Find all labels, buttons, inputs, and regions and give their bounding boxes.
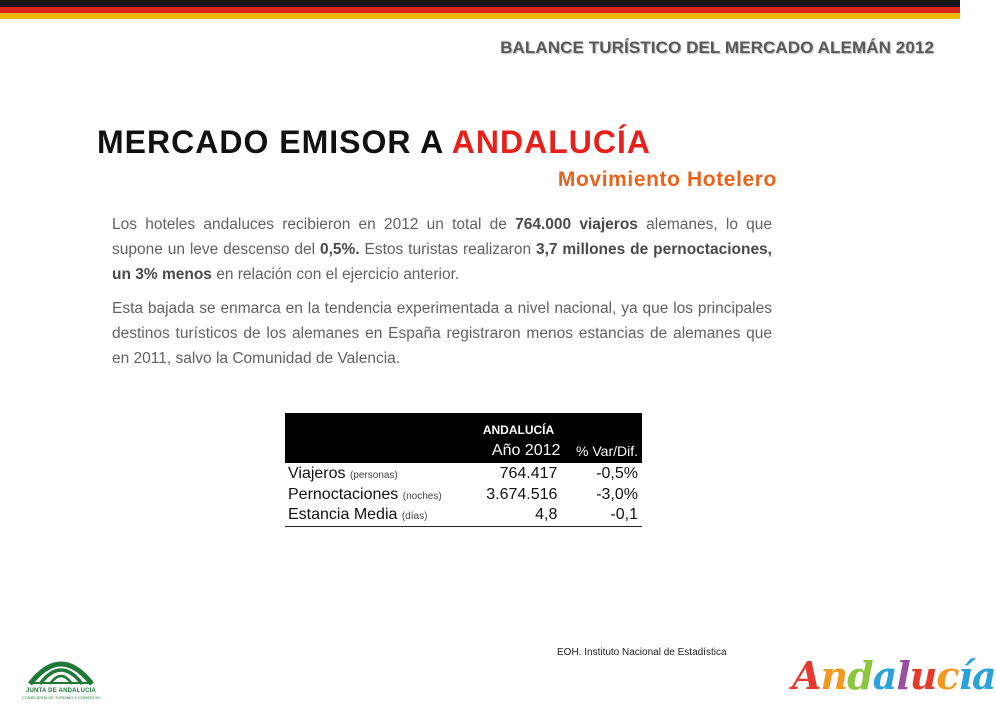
table-row <box>285 505 642 526</box>
andalucia-logo-letter: c <box>936 653 959 698</box>
statistics-table <box>285 413 642 527</box>
row-change: -0,5% <box>596 464 638 482</box>
p1-text-3: Estos turistas realizaron <box>359 241 536 258</box>
row-unit: (noches) <box>402 490 442 502</box>
row-label <box>285 505 472 526</box>
row-change: -0,1 <box>563 505 642 526</box>
p1-text-1: Los hoteles andaluces recibieron en 2012 un total de <box>112 216 516 233</box>
row-unit: (personas) <box>349 469 398 481</box>
junta-logo-text <box>16 688 106 700</box>
andalucia-logo-letter: l <box>896 653 910 698</box>
report-header-title: BALANCE TURÍSTICO DEL MERCADO ALEMÁN 2012 <box>500 38 934 57</box>
row-label <box>285 463 472 484</box>
table-header-blank <box>285 439 472 463</box>
andalucia-logo-letter: A <box>792 653 821 698</box>
p1-bold-3: 3,7 millones de pernoctaciones, un 3% menos <box>112 241 772 283</box>
german-flag-stripe <box>0 0 960 19</box>
row-label-text: Estancia Media <box>288 506 398 524</box>
table-region-row <box>285 413 642 439</box>
andalucia-logo-letter: u <box>909 653 937 698</box>
row-value: 4,8 <box>472 505 564 526</box>
table-header-variation: % Var/Dif. <box>576 443 638 459</box>
table-column-header-row <box>285 439 642 463</box>
table-row <box>285 484 642 505</box>
junta-logo-line1: JUNTA DE ANDALUCIA <box>25 688 97 694</box>
junta-logo-line2: CONSEJERÍA DE TURISMO Y COMERCIO <box>21 695 101 700</box>
row-label-text: Viajeros <box>288 464 346 482</box>
row-value: 764.417 <box>499 464 558 482</box>
source-note: EOH. Instituto Nacional de Estadística <box>557 647 727 658</box>
table-header-year: Año 2012 <box>491 442 561 459</box>
andalucia-logo-letter: d <box>847 653 873 698</box>
p1-text-2: alemanes, lo que supone un leve descenso del <box>112 216 773 258</box>
table-region-header: ANDALUCÍA <box>482 423 555 437</box>
page-title-main: MERCADO EMISOR A <box>97 124 452 160</box>
p1-text-4: en relación con el ejercicio anterior. <box>211 266 460 283</box>
row-label-text: Pernoctaciones <box>288 485 399 503</box>
andalucia-logo-letter: n <box>820 653 848 698</box>
page-subtitle: Movimiento Hotelero <box>557 168 777 191</box>
andalucia-logo-letter: ía <box>958 653 996 698</box>
flag-gold-band <box>0 13 960 19</box>
paragraph-2: Esta bajada se enmarca en la tendencia experimentada a nivel nacional, ya que los principales destinos turísticos de los alemanes en España registraron menos estancias de alemanes que en 2011, salvo la Comunidad de Valencia. <box>112 300 772 367</box>
row-label <box>285 484 472 505</box>
body-text <box>112 212 772 380</box>
andalucia-brand-logo <box>792 653 996 698</box>
p1-bold-2: 0,5%. <box>319 241 360 258</box>
table-row <box>285 463 642 484</box>
row-change: -3,0% <box>596 485 638 503</box>
p1-bold-1: 764.000 viajeros <box>515 216 638 233</box>
row-unit: (días) <box>401 511 428 523</box>
flag-black-band <box>0 0 960 7</box>
andalucia-logo-letter: a <box>872 653 897 698</box>
page-title <box>97 124 777 161</box>
row-value: 3.674.516 <box>486 485 558 503</box>
page-title-accent: ANDALUCÍA <box>451 124 651 160</box>
paragraph-1 <box>112 212 772 287</box>
